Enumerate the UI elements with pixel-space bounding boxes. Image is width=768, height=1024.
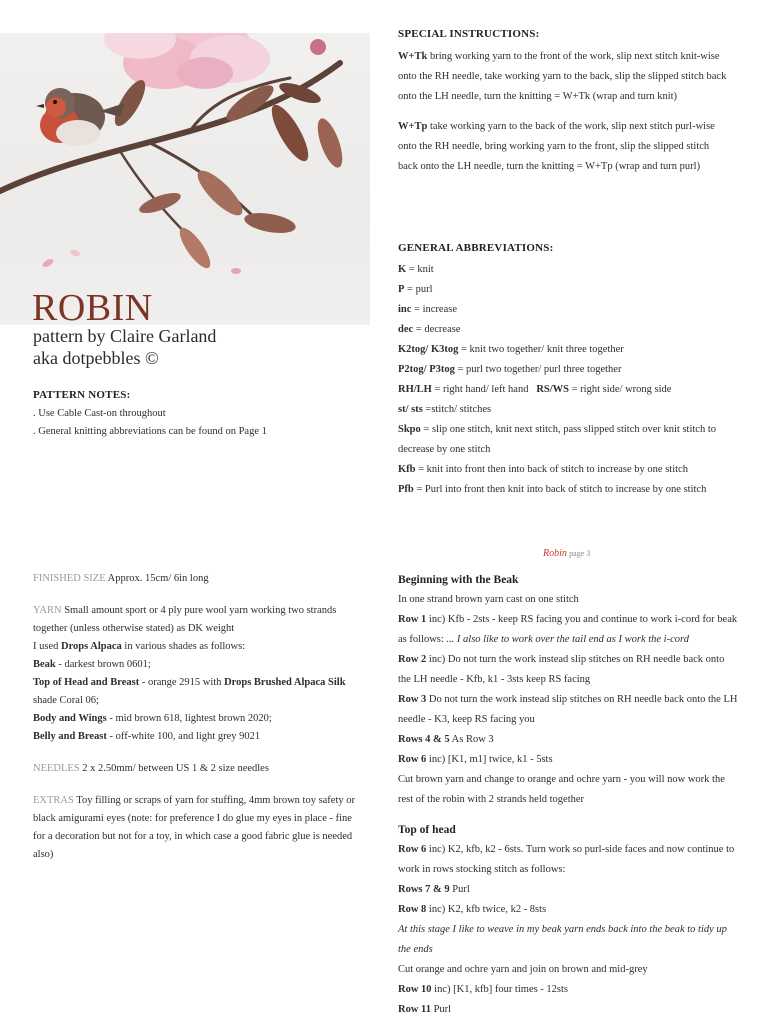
beak-heading: Beginning with the Beak [398,574,519,586]
instruction-row [398,610,738,650]
abbr-term: Skpo [398,424,421,435]
abbr-term: K [398,264,407,275]
row-label: Row 6 [398,844,427,855]
yarn-used-post: in various shades as follows: [121,641,246,652]
page-marker-script: Robin [543,548,567,559]
row-label: Row 2 [398,654,427,665]
yarn-top-label: Top of Head and Breast [33,677,140,688]
instruction-row [398,980,738,1000]
abbr-item [398,480,728,500]
extras-value: Toy filling or scraps of yarn for stuffing, 4mm brown toy safety or black amigurami eyes (note: for preference I do glue my eyes in place - fine for a decoration but not for a toy, in which case a good fabric glue is needed also) [33,795,356,860]
finished-size [33,570,355,588]
materials-section [33,570,355,878]
abbr-term: Pfb [398,484,414,495]
special-instructions [398,47,728,187]
abbr-term: K2tog/ K3tog [398,344,459,355]
yarn-desc: Small amount sport or 4 ply pure wool yarn working two strands together (unless otherwise stated) as DK weight [33,605,337,634]
instruction-row [398,690,738,730]
pattern-note-line: . Use Cable Cast-on throughout [33,408,166,419]
head-section [398,820,738,1020]
row-label: Rows 4 & 5 [398,734,450,745]
row-text: inc) [K1, kfb] four times - 12sts [431,984,569,995]
special-instructions-heading: SPECIAL INSTRUCTIONS: [398,28,540,40]
yarn-block [33,602,355,746]
yarn-brand: Drops Alpaca [61,641,122,652]
needles-value: 2 x 2.50mm/ between US 1 & 2 size needles [79,763,269,774]
robin-on-blossom-branch-illustration [0,33,370,325]
abbr-item [398,420,728,460]
row-text: inc) K2, kfb twice, k2 - 8sts [426,904,547,915]
yarn-belly-text: - off-white 100, and light grey 9021 [106,731,261,742]
abbr-item [398,300,728,320]
blossom-cluster [104,33,326,89]
yarn-top-shade: shade Coral 06; [33,695,99,706]
wtk-label: W+Tk [398,51,428,62]
abbr-item [398,280,728,300]
wtk-instruction [398,47,728,107]
robin-bird [36,88,125,146]
abbr-item [398,260,728,280]
abbreviations-list [398,260,728,500]
abbr-item [398,380,728,400]
needles [33,760,355,778]
wtp-text: take working yarn to the back of the work, slip next stitch purl-wise onto the RH needle, bring working yarn to the front, slip the slipped stitch back onto the LH needle, turn the knitting = W+Tp (wrap and turn purl) [398,121,715,172]
finished-size-label: FINISHED SIZE [33,573,106,584]
needles-label: NEEDLES [33,763,80,774]
yarn-body-label: Body and Wings [33,713,107,724]
abbr-item [398,360,728,380]
beak-intro: In one strand brown yarn cast on one stitch [398,594,579,605]
abbr-item [398,320,728,340]
row-text: Purl [430,1004,452,1015]
row-text: Purl [449,884,470,895]
yarn-used-pre: I used [33,641,61,652]
row-text: inc) K2, kfb, k2 - 6sts. Turn work so purl-side faces and now continue to work in rows stocking stitch as follows: [398,844,735,875]
abbr-term: P2tog/ P3tog [398,364,455,375]
row-label: Row 10 [398,984,432,995]
row-label: Row 8 [398,904,427,915]
row-note: ... I also like to work over the tail end as I work the i-cord [446,634,689,645]
abbr-def: = knit into front then into back of stitch to increase by one stitch [415,464,688,475]
page-number: page 3 [569,549,591,558]
extras-label: EXTRAS [33,795,74,806]
abbr-def: = increase [411,304,457,315]
abbr-item [398,340,728,360]
extras [33,792,355,864]
row-label: Row 11 [398,1004,431,1015]
head-cut-note: Cut orange and ochre yarn and join on brown and mid-grey [398,964,648,975]
abbr-term: inc [398,304,412,315]
instruction-row [398,750,738,770]
wtp-instruction [398,117,728,177]
wtp-label: W+Tp [398,121,428,132]
designer-byline: pattern by Claire Garland [33,326,217,346]
abbr-def: = knit two together/ knit three together [458,344,624,355]
abbr-term: dec [398,324,414,335]
abbr-term: Kfb [398,464,416,475]
instructions-section [398,570,738,1020]
yarn-belly-label: Belly and Breast [33,731,107,742]
abbr-term: st/ sts [398,404,423,415]
falling-petals [41,248,241,274]
row-label: Row 1 [398,614,427,625]
abbr-term: RS/WS [536,384,570,395]
row-label: Row 3 [398,694,427,705]
page-marker [543,548,590,559]
row-text: Do not turn the work instead slip stitches on RH needle back onto the LH needle - K3, keep RS facing you [398,694,738,725]
abbr-def: = purl [404,284,433,295]
yarn-beak-label: Beak [33,659,56,670]
beak-section [398,570,738,810]
row-text: inc) Kfb - 2sts - keep RS facing you and continue to work i-cord for beak as follows: [398,614,738,645]
abbr-item [398,400,728,420]
instruction-row [398,650,738,690]
pattern-title: ROBIN [32,287,153,329]
head-italic-note: At this stage I like to weave in my beak yarn ends back into the beak to tidy up the ends [398,924,727,955]
instruction-row [398,900,738,920]
abbr-item [398,460,728,480]
abbr-def: = purl two together/ purl three together [454,364,622,375]
leaves [109,76,347,272]
designer-alias: aka dotpebbles © [33,348,159,368]
row-text: inc) Do not turn the work instead slip stitches on RH needle back onto the LH needle - Kfb, k1 - 3sts keep RS facing [398,654,725,685]
yarn-beak-text: - darkest brown 0601; [55,659,151,670]
abbr-def: = slip one stitch, knit next stitch, pass slipped stitch over knit stitch to decrease by one stitch [398,424,717,455]
abbr-def: = knit [406,264,434,275]
head-heading: Top of head [398,824,456,836]
pattern-notes-heading: PATTERN NOTES: [33,389,131,401]
beak-outro: Cut brown yarn and change to orange and ochre yarn - you will now work the rest of the robin with 2 strands held together [398,774,725,805]
abbr-def: = decrease [413,324,461,335]
abbr-def: = right side/ wrong side [569,384,672,395]
abbr-def: = Purl into front then knit into back of stitch to increase by one stitch [413,484,707,495]
pattern-note-line: . General knitting abbreviations can be found on Page 1 [33,426,267,437]
row-text: As Row 3 [449,734,494,745]
pattern-notes [33,405,353,441]
abbr-term: RH/LH [398,384,432,395]
abbr-term: P [398,284,405,295]
yarn-body-text: - mid brown 618, lightest brown 2020; [106,713,272,724]
abbr-def: = right hand/ left hand [431,384,537,395]
row-label: Row 6 [398,754,427,765]
abbreviations-heading: GENERAL ABBREVIATIONS: [398,242,554,254]
finished-size-value: Approx. 15cm/ 6in long [105,573,209,584]
wtk-text: bring working yarn to the front of the work, slip next stitch knit-wise onto the RH needle, take working yarn to the back, slip the slipped stitch back onto the LH needle, turn the knitting = W+Tk (wrap and turn knit) [398,51,727,102]
yarn-label: YARN [33,605,62,616]
row-label: Rows 7 & 9 [398,884,450,895]
instruction-row [398,730,738,750]
instruction-row [398,880,738,900]
instruction-row [398,1000,738,1020]
row-text: inc) [K1, m1] twice, k1 - 5sts [426,754,553,765]
yarn-silk-brand: Drops Brushed Alpaca Silk [224,677,346,688]
yarn-top-text: - orange 2915 with [139,677,225,688]
hero-image [0,33,370,325]
abbr-def: =stitch/ stitches [422,404,492,415]
instruction-row [398,840,738,880]
